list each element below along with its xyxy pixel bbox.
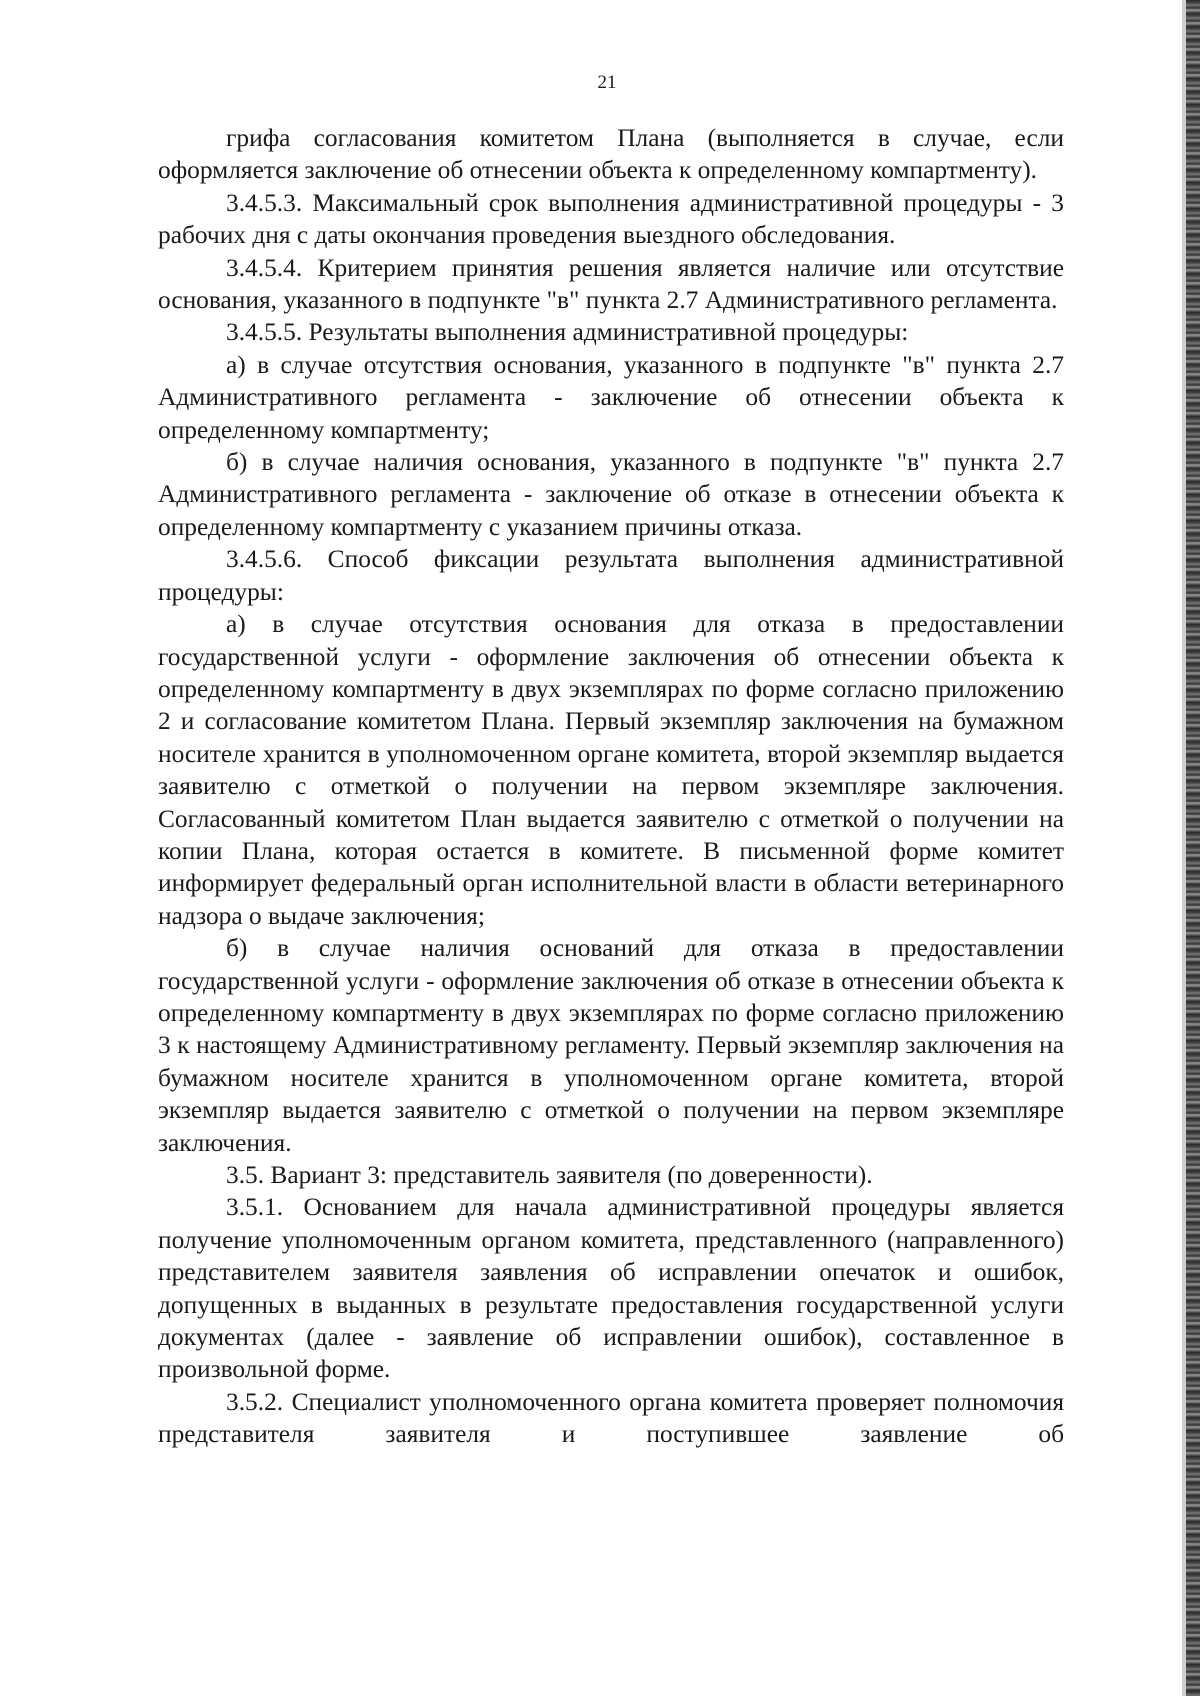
paragraph-3-5-1: 3.5.1. Основанием для начала административной процедуры является получение уполномоченным органом комитета, представленного (направленного) представителем заявителя заявления об исправлении опечаток и ошибок, допущенных в выданных в результате предоставления государственной услуги документах (далее - заявление об исправлении ошибок), составленное в произвольной форме. — [158, 1193, 1064, 1384]
paragraph-3-4-5-6-b: б) в случае наличия оснований для отказа в предоставлении государственной услуги - оформление заключения об отказе в отнесении объекта к определенному компартменту в двух экземплярах по форме согласно приложению 3 к настоящему Административному регламенту. Первый экземпляр заключения на бумажном носителе хранится в уполномоченном органе комитета, второй экземпляр выдается заявителю с отметкой о получении на первом экземпляре заключения. — [158, 934, 1064, 1157]
page-number: 21 — [597, 72, 617, 93]
scan-edge — [1186, 0, 1200, 1696]
paragraph-3-4-5-6-a: а) в случае отсутствия основания для отказа в предоставлении государственной услуги - оформление заключения об отнесении объекта к определенному компартменту в двух экземплярах по форме согласно приложению 2 и согласование комитетом Плана. Первый экземпляр заключения на бумажном носителе хранится в уполномоченном органе комитета, второй экземпляр выдается заявителю с отметкой о получении на первом экземпляре заключения. Согласованный комитетом План выдается заявителю с отметкой о получении на копии Плана, которая остается в комитете. В письменной форме комитет информирует федеральный орган исполнительной власти в области ветеринарного надзора о выдаче заключения; — [158, 610, 1064, 930]
paragraph-3-4-5-6: 3.4.5.6. Способ фиксации результата выполнения административной процедуры: — [158, 545, 1064, 606]
paragraph-3-4-5-4: 3.4.5.4. Критерием принятия решения является наличие или отсутствие основания, указанного в подпункте "в" пункта 2.7 Административного регламента. — [158, 253, 1064, 315]
paragraph-3-4-5-3: 3.4.5.3. Максимальный срок выполнения административной процедуры - 3 рабочих дня с даты окончания проведения выездного обследования. — [158, 188, 1064, 250]
paragraph-3-4-5-5: 3.4.5.5. Результаты выполнения административной процедуры: — [226, 318, 909, 347]
paragraph-grifa: грифа согласования комитетом Плана (выполняется в случае, если оформляется заключение об отнесении объекта к определенному компартменту). — [158, 124, 1064, 185]
document-body — [158, 122, 1064, 1451]
paragraph-3-4-5-5-b: б) в случае наличия основания, указанного в подпункте "в" пункта 2.7 Административного регламента - заключение об отказе в отнесении объекта к определенному компартменту с указанием причины отказа. — [158, 448, 1064, 541]
paragraph-3-5: 3.5. Вариант 3: представитель заявителя (по доверенности). — [226, 1161, 873, 1189]
paragraph-3-5-2: 3.5.2. Специалист уполномоченного органа комитета проверяет полномочия представителя заявителя и поступившее заявление об — [158, 1387, 1064, 1449]
paragraph-3-4-5-5-a: а) в случае отсутствия основания, указанного в подпункте "в" пункта 2.7 Административного регламента - заключение об отнесении объекта к определенному компартменту; — [158, 350, 1064, 444]
